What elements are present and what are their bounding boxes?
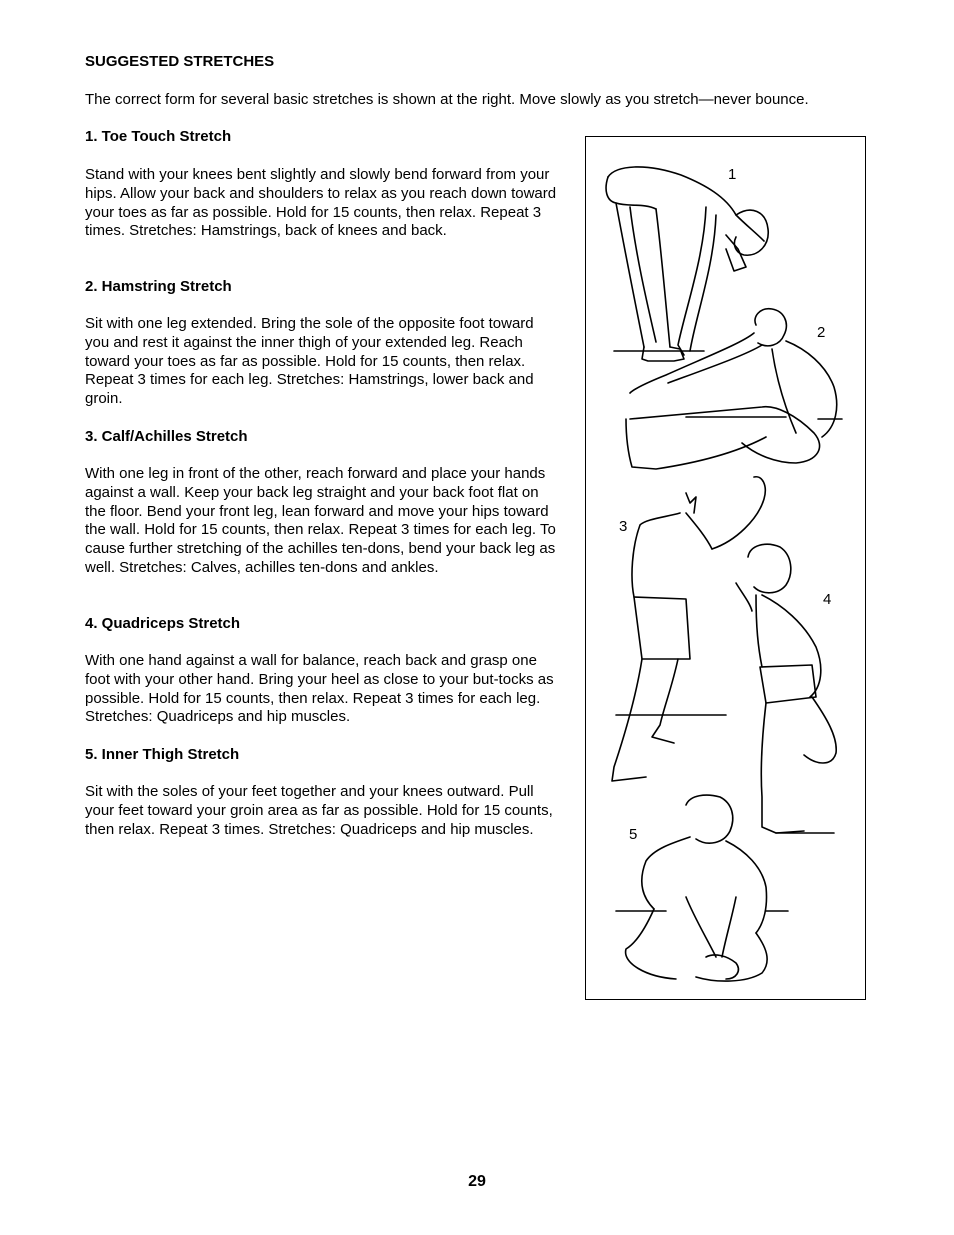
figure-label-5: 5 bbox=[629, 826, 638, 843]
section-title-toe-touch: 1. Toe Touch Stretch bbox=[85, 128, 232, 145]
figure-label-2: 2 bbox=[817, 324, 826, 341]
section-title-quadriceps: 4. Quadriceps Stretch bbox=[85, 615, 241, 632]
page-number: 29 bbox=[468, 1173, 486, 1190]
figure-label-3: 3 bbox=[619, 518, 628, 535]
figure-label-4: 4 bbox=[823, 591, 832, 608]
section-title-hamstring: 2. Hamstring Stretch bbox=[85, 278, 232, 295]
hamstring-stretch-figure-illustration bbox=[626, 309, 842, 469]
section-body-quadriceps: With one hand against a wall for balance, reach back and grasp one foot with your other hand. Bring your heel as close to your but-tocks as possible. Hold for 15 counts, then relax. Repeat 3 times for each leg. Stretches: Quadriceps and hip muscles. bbox=[85, 652, 554, 726]
section-body-calf-achilles: With one leg in front of the other, reach forward and place your hands against a wall. Keep your back leg straight and your back foot flat on the floor. Bend your front leg, lean forward and move your hips toward the wall. Hold for 15 counts, then relax. Repeat 3 times for each leg. To cause further stretching of the achilles ten-dons, bend your back leg as well. Stretches: Calves, achilles ten-dons and ankles. bbox=[85, 465, 556, 576]
section-body-hamstring: Sit with one leg extended. Bring the sole of the opposite foot toward you and rest it against the inner thigh of your extended leg. Reach toward your toes as far as possible. Hold for 15 counts, then relax. Repeat 3 times for each leg. Stretches: Hamstrings, lower back and groin. bbox=[85, 315, 534, 408]
calf-achilles-figure-illustration bbox=[612, 477, 765, 781]
section-title-calf-achilles: 3. Calf/Achilles Stretch bbox=[85, 428, 248, 445]
intro-paragraph: The correct form for several basic stretches is shown at the right. Move slowly as you stretch—never bounce. bbox=[85, 91, 809, 108]
figure-label-1: 1 bbox=[728, 166, 737, 183]
section-body-toe-touch: Stand with your knees bent slightly and slowly bend forward from your hips. Allow your back and shoulders to relax as you reach down toward your toes as far as possible. Hold for 15 counts, then relax. Repeat 3 times. Stretches: Hamstrings, back of knees and back. bbox=[85, 166, 557, 240]
section-body-inner-thigh: Sit with the soles of your feet together and your knees outward. Pull your feet toward your groin area as far as possible. Hold for 15 counts, then relax. Repeat 3 times. Stretches: Quadriceps and hip muscles. bbox=[85, 783, 553, 838]
section-title-inner-thigh: 5. Inner Thigh Stretch bbox=[85, 746, 240, 763]
page-heading: SUGGESTED STRETCHES bbox=[85, 53, 275, 70]
toe-touch-figure-illustration bbox=[606, 167, 768, 361]
stretch-illustrations bbox=[585, 136, 866, 1000]
quadriceps-figure-illustration bbox=[736, 544, 836, 833]
